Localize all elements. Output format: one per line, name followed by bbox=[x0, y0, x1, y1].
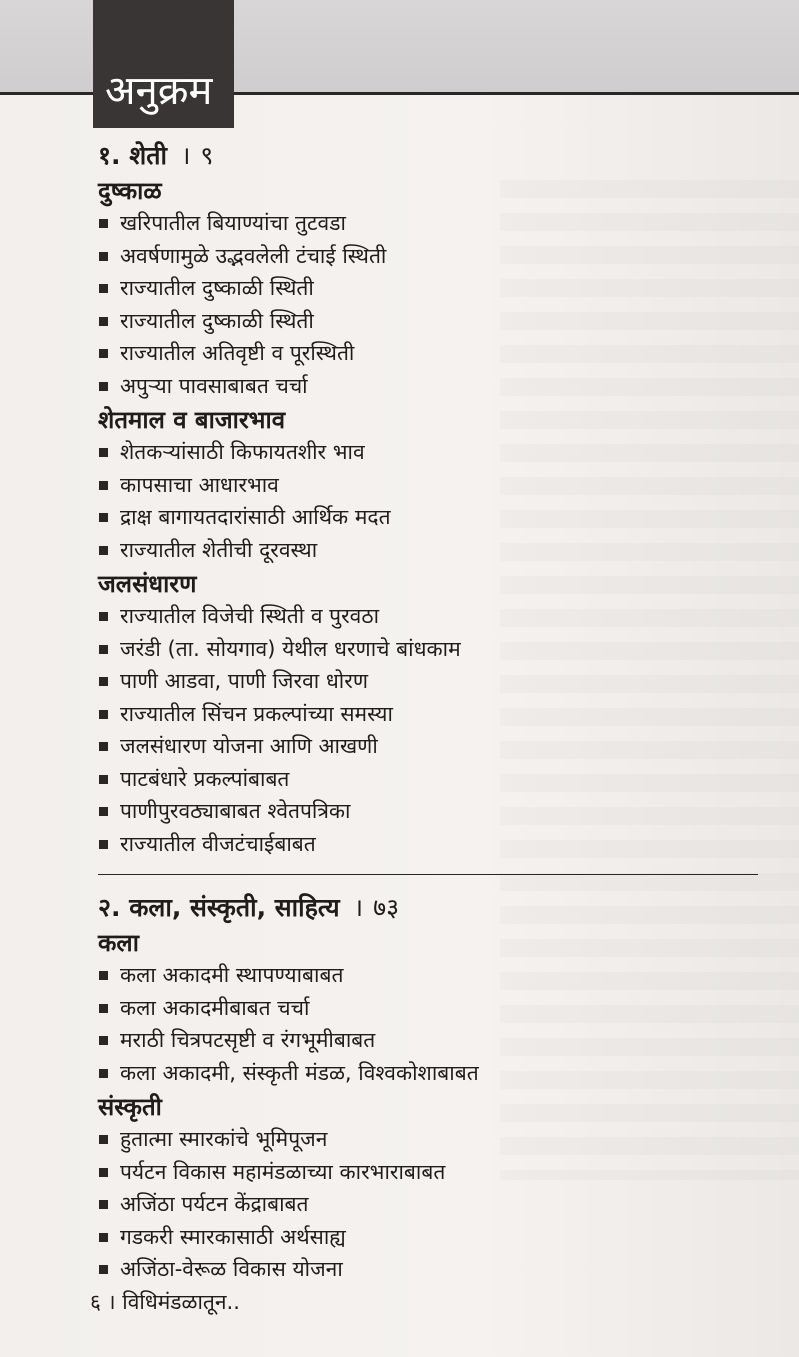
toc-entry-label: अपुऱ्या पावसाबाबत चर्चा bbox=[120, 373, 308, 398]
toc-entry[interactable] bbox=[98, 436, 758, 469]
toc-entry[interactable] bbox=[98, 207, 758, 240]
toc-entry[interactable] bbox=[98, 469, 758, 502]
toc-entry[interactable] bbox=[98, 633, 758, 666]
toc-entry[interactable] bbox=[98, 501, 758, 534]
square-bullet-icon bbox=[99, 1265, 108, 1274]
contents-title-box bbox=[93, 0, 234, 128]
square-bullet-icon bbox=[99, 1004, 108, 1013]
toc-entry[interactable] bbox=[98, 730, 758, 763]
section-heading[interactable] bbox=[98, 139, 758, 173]
toc-entry[interactable] bbox=[98, 305, 758, 338]
toc-entry-label: राज्यातील दुष्काळी स्थिती bbox=[120, 308, 314, 333]
toc-entry-label: शेतकऱ्यांसाठी किफायतशीर भाव bbox=[120, 440, 365, 464]
toc-entry-label: जलसंधारण योजना आणि आखणी bbox=[120, 734, 378, 758]
table-of-contents bbox=[98, 139, 758, 1286]
section-separator: । bbox=[353, 893, 364, 922]
toc-entry-label: राज्यातील दुष्काळी स्थिती bbox=[120, 276, 314, 300]
square-bullet-icon bbox=[99, 1069, 108, 1078]
category-heading: कला bbox=[98, 929, 139, 957]
toc-entry-label: जरंडी (ता. सोयगाव) येथील धरणाचे बांधकाम bbox=[120, 636, 461, 661]
toc-entry-label: गडकरी स्मारकासाठी अर्थसाह्य bbox=[120, 1224, 346, 1249]
toc-entry-label: अजिंठा पर्यटन केंद्राबाबत bbox=[120, 1192, 309, 1216]
section-divider bbox=[98, 874, 758, 875]
square-bullet-icon bbox=[99, 252, 108, 261]
toc-entry-label: कला अकादमी स्थापण्याबाबत bbox=[120, 963, 344, 987]
category-heading: जलसंधारण bbox=[98, 570, 197, 598]
toc-entry[interactable] bbox=[98, 1024, 758, 1057]
square-bullet-icon bbox=[99, 1036, 108, 1045]
footer-book-title: विधिमंडळातून.. bbox=[122, 1290, 240, 1314]
toc-entry[interactable] bbox=[98, 337, 758, 370]
category-heading: शेतमाल व बाजारभाव bbox=[98, 406, 286, 434]
page-footer bbox=[90, 1287, 240, 1317]
toc-entry[interactable] bbox=[98, 763, 758, 796]
square-bullet-icon bbox=[99, 382, 108, 391]
toc-entry[interactable] bbox=[98, 600, 758, 633]
section-page-number: ७३ bbox=[373, 893, 400, 922]
square-bullet-icon bbox=[99, 481, 108, 490]
square-bullet-icon bbox=[99, 1168, 108, 1177]
toc-entry-label: मराठी चित्रपटसृष्टी व रंगभूमीबाबत bbox=[120, 1028, 376, 1052]
toc-entry-label: पाणीपुरवठ्याबाबत श्वेतपत्रिका bbox=[120, 799, 351, 823]
contents-title: अनुक्रम bbox=[105, 68, 213, 114]
toc-entry[interactable] bbox=[98, 272, 758, 305]
category-heading: दुष्काळ bbox=[98, 177, 162, 205]
toc-entry-label: राज्यातील सिंचन प्रकल्पांच्या समस्या bbox=[120, 701, 393, 726]
toc-entry[interactable] bbox=[98, 992, 758, 1025]
square-bullet-icon bbox=[99, 677, 108, 686]
square-bullet-icon bbox=[99, 349, 108, 358]
section-title: २. कला, संस्कृती, साहित्य bbox=[98, 893, 340, 922]
toc-entry[interactable] bbox=[98, 795, 758, 828]
square-bullet-icon bbox=[99, 612, 108, 621]
square-bullet-icon bbox=[99, 710, 108, 719]
square-bullet-icon bbox=[99, 807, 108, 816]
toc-entry-label: खरिपातील बियाण्यांचा तुटवडा bbox=[120, 211, 346, 235]
square-bullet-icon bbox=[99, 742, 108, 751]
toc-entry-label: द्राक्ष बागायतदारांसाठी आर्थिक मदत bbox=[120, 505, 391, 529]
toc-entry[interactable] bbox=[98, 1156, 758, 1189]
toc-entry-label: पर्यटन विकास महामंडळाच्या कारभाराबाबत bbox=[120, 1159, 446, 1184]
square-bullet-icon bbox=[99, 1200, 108, 1209]
toc-entry[interactable] bbox=[98, 1253, 758, 1286]
toc-entry[interactable] bbox=[98, 959, 758, 992]
square-bullet-icon bbox=[99, 1233, 108, 1242]
toc-entry[interactable] bbox=[98, 1188, 758, 1221]
toc-entry-label: राज्यातील विजेची स्थिती व पुरवठा bbox=[120, 604, 380, 628]
toc-entry[interactable] bbox=[98, 370, 758, 403]
toc-entry-label: हुतात्मा स्मारकांचे भूमिपूजन bbox=[120, 1127, 328, 1151]
toc-entry[interactable] bbox=[98, 698, 758, 731]
section-separator: । bbox=[180, 141, 191, 170]
toc-entry[interactable] bbox=[98, 240, 758, 273]
square-bullet-icon bbox=[99, 546, 108, 555]
footer-page-number: ६ bbox=[90, 1290, 101, 1314]
section-page-number: ९ bbox=[200, 141, 214, 170]
toc-entry-label: राज्यातील शेतीची दूरवस्था bbox=[120, 537, 318, 562]
section-title: १. शेती bbox=[98, 141, 167, 170]
toc-entry-label: कला अकादमी, संस्कृती मंडळ, विश्वकोशाबाबत bbox=[120, 1060, 479, 1085]
square-bullet-icon bbox=[99, 840, 108, 849]
square-bullet-icon bbox=[99, 1135, 108, 1144]
toc-entry[interactable] bbox=[98, 1221, 758, 1254]
section-heading[interactable] bbox=[98, 891, 758, 925]
toc-entry-label: पाणी आडवा, पाणी जिरवा धोरण bbox=[120, 669, 369, 693]
square-bullet-icon bbox=[99, 775, 108, 784]
square-bullet-icon bbox=[99, 971, 108, 980]
toc-entry-label: राज्यातील वीजटंचाईबाबत bbox=[120, 831, 316, 856]
toc-entry-label: राज्यातील अतिवृष्टी व पूरस्थिती bbox=[120, 341, 355, 365]
toc-entry[interactable] bbox=[98, 1057, 758, 1090]
toc-entry-label: अजिंठा-वेरूळ विकास योजना bbox=[120, 1257, 343, 1281]
toc-entry-label: कला अकादमीबाबत चर्चा bbox=[120, 995, 310, 1020]
square-bullet-icon bbox=[99, 513, 108, 522]
toc-entry-label: अवर्षणामुळे उद्भवलेली टंचाई स्थिती bbox=[120, 243, 387, 268]
toc-entry[interactable] bbox=[98, 665, 758, 698]
square-bullet-icon bbox=[99, 448, 108, 457]
square-bullet-icon bbox=[99, 317, 108, 326]
toc-entry[interactable] bbox=[98, 534, 758, 567]
category-heading: संस्कृती bbox=[98, 1093, 162, 1121]
toc-entry-label: पाटबंधारे प्रकल्पांबाबत bbox=[120, 766, 290, 791]
toc-entry[interactable] bbox=[98, 828, 758, 861]
square-bullet-icon bbox=[99, 219, 108, 228]
square-bullet-icon bbox=[99, 284, 108, 293]
footer-separator: । bbox=[107, 1290, 116, 1314]
toc-entry[interactable] bbox=[98, 1123, 758, 1156]
toc-entry-label: कापसाचा आधारभाव bbox=[120, 472, 279, 497]
square-bullet-icon bbox=[99, 645, 108, 654]
